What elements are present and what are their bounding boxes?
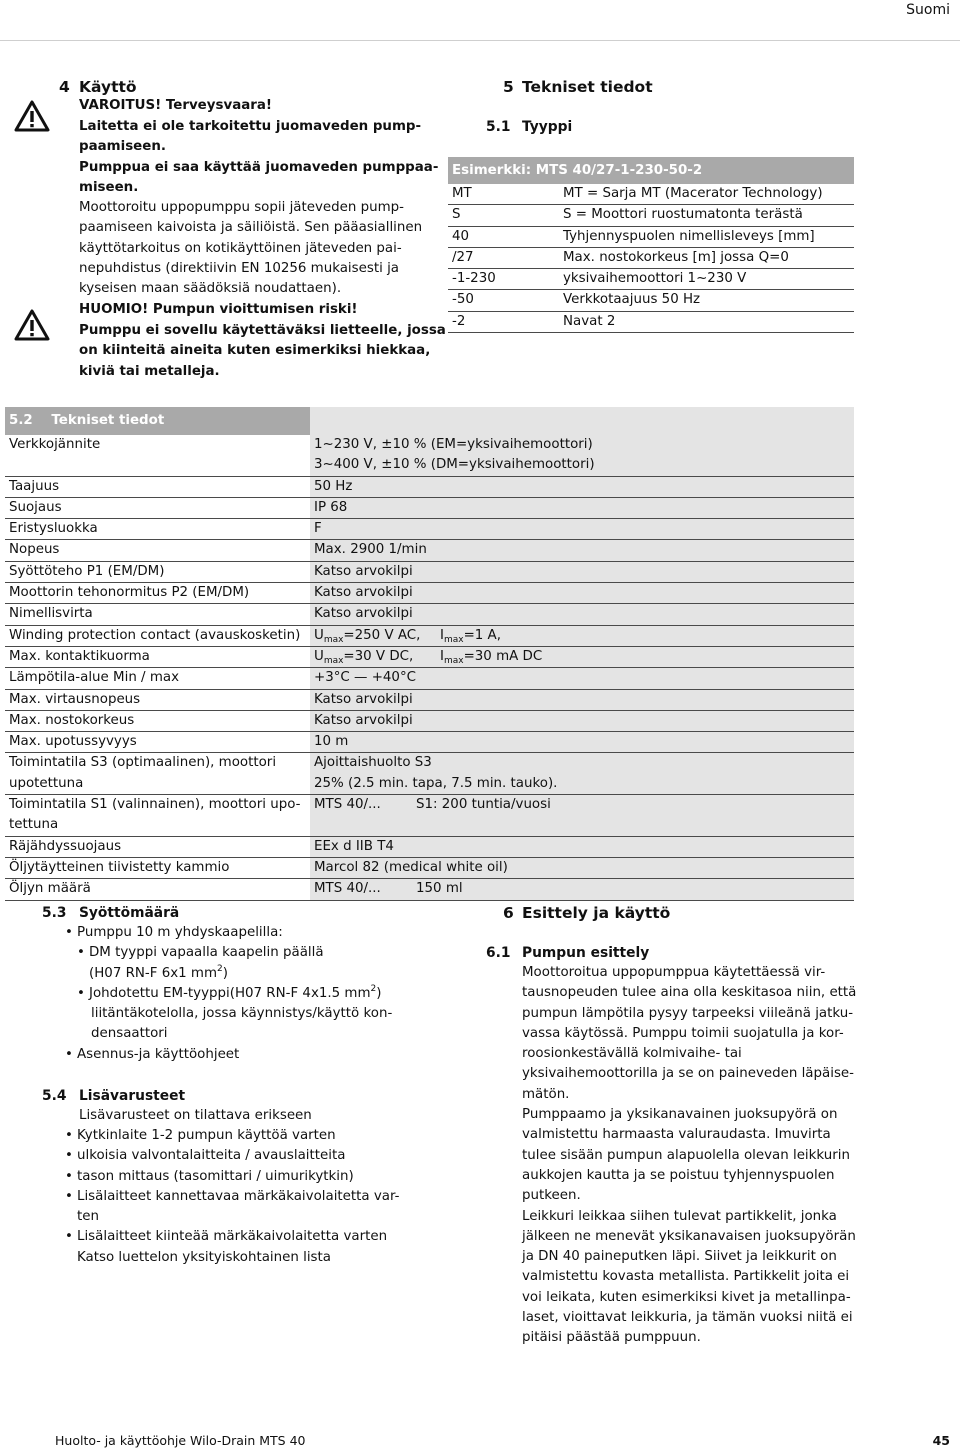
spec-label: Eristysluokka <box>5 519 310 540</box>
table-row <box>5 476 854 497</box>
spec-value: Katso arvokilpi <box>310 689 854 710</box>
spec-value: +3°C — +40°C <box>310 668 854 689</box>
list-item <box>65 1187 399 1207</box>
accessories-intro: Lisävarusteet on tilattava erikseen <box>79 1108 312 1123</box>
body-line: mätön. <box>522 1086 570 1102</box>
spec-label: Suojaus <box>5 497 310 518</box>
subscript-max: max <box>323 634 344 645</box>
type-code: 40 <box>448 226 559 247</box>
type-code: -1-230 <box>448 269 559 290</box>
type-desc: Tyhjennyspuolen nimellisleveys [mm] <box>559 226 854 247</box>
table-row <box>5 795 854 837</box>
language-label: Suomi <box>906 2 950 18</box>
spec-label: Max. kontaktikuorma <box>5 646 310 667</box>
pump-description <box>522 963 856 1349</box>
symbol-u: U <box>314 648 324 664</box>
body-line: valmistettu kovasta metallista. Partikkelit joita ei <box>522 1269 850 1285</box>
body-line: putkeen. <box>522 1188 581 1204</box>
warning-health-label: VAROITUS! Terveysvaara! <box>79 98 273 113</box>
spec-label: Winding protection contact (avauskosketin) <box>5 625 310 646</box>
spec-value: 50 Hz <box>310 476 854 497</box>
spec-label <box>5 795 310 837</box>
header-rule <box>0 40 960 41</box>
table-row <box>5 604 854 625</box>
spec-label: Räjähdyssuojaus <box>5 836 310 857</box>
supply-list <box>65 923 392 1065</box>
warning-line: on kiinteitä aineita kuten esimerkiksi hiekkaa, <box>79 343 431 359</box>
section-5-title: Tekniset tiedot <box>522 78 653 96</box>
list-item-text: Kytkinlaite 1-2 pumpun käyttöä varten <box>77 1128 336 1143</box>
warning-triangle-icon <box>14 309 50 348</box>
bullet-icon: • <box>65 1046 73 1062</box>
spec-value <box>310 435 854 476</box>
spec-value <box>310 795 854 837</box>
voltage-value: =30 V DC, <box>343 648 414 664</box>
body-line: tausnopeuden tulee aina olla keskitasoa niin, että <box>522 985 857 1001</box>
footer-document-title: Huolto- ja käyttöohje Wilo-Drain MTS 40 <box>55 1433 306 1448</box>
type-code: -50 <box>448 290 559 311</box>
spec-value: Katso arvokilpi <box>310 710 854 731</box>
body-line: pitäisi päästää pumppuun. <box>522 1330 701 1346</box>
bullet-icon: • <box>77 945 85 961</box>
spec-value-voltage <box>314 647 440 667</box>
body-line: jälkeen ne menevät yksikanavaisen juoksupyörän <box>522 1228 856 1244</box>
warning-line: miseen. <box>79 179 139 195</box>
table-row <box>448 311 854 332</box>
subscript-max: max <box>443 655 464 666</box>
symbol-i: I <box>440 627 444 643</box>
section-5-1-number: 5.1 <box>486 119 511 135</box>
type-code: /27 <box>448 247 559 268</box>
list-item-continuation: liitäntäkotelolla, jossa käynnistys/käyttö kon- <box>91 1006 393 1022</box>
spec-label: Taajuus <box>5 476 310 497</box>
list-item-continuation <box>65 964 392 984</box>
section-6-title: Esittely ja käyttö <box>522 904 671 922</box>
footer-page-number: 45 <box>932 1433 950 1448</box>
list-item <box>65 984 392 1004</box>
table-row <box>5 857 854 878</box>
symbol-u: U <box>314 627 324 643</box>
table-row <box>5 561 854 582</box>
warning-line: Laitetta ei ole tarkoitettu juomaveden pump- <box>79 119 422 134</box>
spec-label: Max. upotussyvyys <box>5 732 310 753</box>
warning-health-text <box>79 117 438 300</box>
spec-value <box>310 625 854 646</box>
subscript-max: max <box>443 634 464 645</box>
spec-value-model: MTS 40/... <box>314 797 381 813</box>
spec-label: Verkkojännite <box>5 435 310 476</box>
list-item <box>65 1227 399 1247</box>
body-line: Leikkuri leikkaa siihen tulevat partikkelit, jonka <box>522 1208 837 1224</box>
list-item-text: Lisälaitteet kannettavaa märkäkaivolaitetta var- <box>77 1188 400 1204</box>
body-line: kyseisen maan säädöksiä noudattaen). <box>79 281 342 297</box>
body-line: ja DN 40 paineputken läpi. Siivet ja leikkurit on <box>522 1249 837 1265</box>
body-line: nepuhdistus (direktiivin EN 10256 mukaisesti ja <box>79 261 400 277</box>
spec-label-line: Toimintatila S3 (optimaalinen), moottori <box>9 755 277 771</box>
spec-label: Nimellisvirta <box>5 604 310 625</box>
list-item-text: ulkoisia valvontalaitteita / avauslaitteita <box>77 1148 346 1164</box>
warning-damage-text <box>79 321 446 382</box>
spec-value: Katso arvokilpi <box>310 583 854 604</box>
spec-value-line: Ajoittaishuolto S3 <box>314 755 432 771</box>
warning-line: paamiseen. <box>79 139 166 155</box>
spec-value: IP 68 <box>310 497 854 518</box>
table-row <box>5 753 854 795</box>
table-row <box>5 497 854 518</box>
symbol-i: I <box>440 648 444 664</box>
section-6-number: 6 <box>503 904 514 922</box>
list-item-continuation: densaattori <box>91 1026 168 1042</box>
body-line: yksivaihemoottorilla ja se on paineveden läpäise- <box>522 1066 854 1082</box>
section-4-title: Käyttö <box>79 78 137 96</box>
table-row <box>448 205 854 226</box>
table-row <box>448 184 854 205</box>
spec-label: Max. nostokorkeus <box>5 710 310 731</box>
tech-table-header <box>5 407 310 435</box>
section-5-1-title: Tyyppi <box>522 119 573 135</box>
section-5-number: 5 <box>503 78 514 96</box>
spec-value: 10 m <box>310 732 854 753</box>
body-line: paamiseen kaivoista ja säiliöistä. Sen pääasiallinen <box>79 220 423 236</box>
section-5-3-number: 5.3 <box>42 905 67 921</box>
table-row <box>5 519 854 540</box>
body-line: laset, vioittavat leikkuria, ja tämän vuoksi niitä ei <box>522 1310 853 1326</box>
body-line: pumpun lämpötila pysyy tarpeeksi viileänä jatku- <box>522 1005 854 1021</box>
current-value: =30 mA DC <box>463 648 543 664</box>
section-5-4-title: Lisävarusteet <box>79 1088 186 1104</box>
type-table-header: Esimerkki: MTS 40/27-1-230-50-2 <box>448 157 854 184</box>
warning-damage-label: HUOMIO! Pumpun vioittumisen riski! <box>79 302 358 317</box>
table-row <box>448 226 854 247</box>
body-line: roosionkestävällä kolmivaihe- tai <box>522 1046 742 1062</box>
table-row <box>5 732 854 753</box>
list-item-text: Johdotettu EM-tyyppi(H07 RN-F 4x1.5 mm <box>89 985 371 1001</box>
table-row <box>5 836 854 857</box>
spec-value: Katso arvokilpi <box>310 561 854 582</box>
body-line: Pumppaamo ja yksikanavainen juoksupyörä on <box>522 1107 838 1123</box>
warning-line: Pumppu ei sovellu käytettäväksi lietteelle, jossa <box>79 323 446 338</box>
spec-value <box>310 753 854 795</box>
section-6-1-title: Pumpun esittely <box>522 945 650 961</box>
warning-line: Pumppua ei saa käyttää juomaveden pumppaa- <box>79 159 439 175</box>
spec-value-duty: S1: 200 tuntia/vuosi <box>416 797 551 813</box>
body-line: aukkojen kautta ja se poistuu tyhjennyspuolen <box>522 1167 835 1183</box>
bullet-icon: • <box>65 1168 73 1184</box>
spec-label: Lämpötila-alue Min / max <box>5 668 310 689</box>
spec-label: Max. virtausnopeus <box>5 689 310 710</box>
type-desc: MT = Sarja MT (Macerator Technology) <box>559 184 854 205</box>
list-item-text: tason mittaus (tasomittari / uimurikytkin) <box>77 1168 354 1184</box>
spec-label <box>5 753 310 795</box>
spec-value: EEx d IIB T4 <box>310 836 854 857</box>
spec-label-line: upotettuna <box>9 775 84 791</box>
spec-label: Nopeus <box>5 540 310 561</box>
list-item-text: Lisälaitteet kiinteää märkäkaivolaitetta varten <box>77 1229 388 1245</box>
list-item-text: (H07 RN-F 6x1 mm <box>89 965 218 981</box>
table-row <box>5 689 854 710</box>
bullet-icon: • <box>65 1128 73 1143</box>
accessories-list <box>65 1126 399 1268</box>
bullet-icon: • <box>65 925 73 940</box>
list-item <box>65 943 392 963</box>
section-5-2-number: 5.2 <box>9 413 33 428</box>
list-item <box>65 923 392 943</box>
body-line: Moottoroitua uppopumppua käytettäessä vir- <box>522 965 826 980</box>
table-row <box>5 879 854 900</box>
tech-table-header-fill <box>310 407 854 435</box>
spec-value <box>310 646 854 667</box>
spec-label-line: tettuna <box>9 817 59 833</box>
spec-label: Syöttöteho P1 (EM/DM) <box>5 561 310 582</box>
accessories-outro: Katso luettelon yksityiskohtainen lista <box>77 1249 331 1265</box>
current-value: =1 A, <box>463 627 501 643</box>
warning-line: kiviä tai metalleja. <box>79 363 220 379</box>
list-item <box>65 1045 392 1065</box>
spec-value <box>310 879 854 900</box>
body-line: Moottoroitu uppopumppu sopii jäteveden pump- <box>79 200 404 216</box>
list-item <box>65 1126 399 1146</box>
table-row <box>5 646 854 667</box>
body-line: valmistettu harmaasta valuraudasta. Imuvirta <box>522 1127 831 1143</box>
body-line: voi leikata, kuten esimerkiksi kivet ja metallinpa- <box>522 1289 851 1305</box>
warning-triangle-icon <box>14 100 50 139</box>
table-row <box>5 625 854 646</box>
table-row <box>5 540 854 561</box>
superscript: 2 <box>370 983 377 994</box>
bullet-icon: • <box>65 1229 73 1245</box>
spec-label-line: Toimintatila S1 (valinnainen), moottori upo- <box>9 797 301 813</box>
body-line: käyttötarkoitus on kotikäyttöinen jäteveden pai- <box>79 240 402 256</box>
table-row <box>5 668 854 689</box>
list-item-text: ) <box>376 985 382 1001</box>
list-item-text: Pumppu 10 m yhdyskaapelilla: <box>77 925 283 940</box>
spec-value-model: MTS 40/... <box>314 881 381 897</box>
table-row <box>448 290 854 311</box>
spec-value-voltage <box>314 626 440 646</box>
section-6-1-number: 6.1 <box>486 945 511 961</box>
section-5-3-title: Syöttömäärä <box>79 905 180 921</box>
subscript-max: max <box>323 655 344 666</box>
list-item <box>65 1167 399 1187</box>
section-5-2-title: Tekniset tiedot <box>51 413 165 428</box>
type-table <box>448 157 854 333</box>
spec-label: Öljytäytteinen tiivistetty kammio <box>5 857 310 878</box>
spec-value-line: 3~400 V, ±10 % (DM=yksivaihemoottori) <box>314 457 595 473</box>
spec-value: F <box>310 519 854 540</box>
spec-value-line: 1~230 V, ±10 % (EM=yksivaihemoottori) <box>314 437 593 452</box>
voltage-value: =250 V AC, <box>343 627 421 643</box>
spec-value-quantity: 150 ml <box>416 881 463 897</box>
body-line: tulee sisään pumpun alapuolella olevan leikkurin <box>522 1147 850 1163</box>
table-row <box>448 269 854 290</box>
section-4-number: 4 <box>59 78 70 96</box>
type-desc: Max. nostokorkeus [m] jossa Q=0 <box>559 247 854 268</box>
table-row <box>5 435 854 476</box>
section-5-4-number: 5.4 <box>42 1088 67 1104</box>
spec-value: Marcol 82 (medical white oil) <box>310 857 854 878</box>
spec-label: Moottorin tehonormitus P2 (EM/DM) <box>5 583 310 604</box>
type-desc: S = Moottori ruostumatonta terästä <box>559 205 854 226</box>
table-row <box>5 583 854 604</box>
type-desc: yksivaihemoottori 1~230 V <box>559 269 854 290</box>
type-desc: Verkkotaajuus 50 Hz <box>559 290 854 311</box>
spec-label: Öljyn määrä <box>5 879 310 900</box>
table-row <box>5 710 854 731</box>
table-row <box>448 247 854 268</box>
spec-value: Katso arvokilpi <box>310 604 854 625</box>
spec-value-line: 25% (2.5 min. tapa, 7.5 min. tauko). <box>314 775 558 791</box>
bullet-icon: • <box>65 1188 73 1204</box>
type-code: MT <box>448 184 559 205</box>
bullet-icon: • <box>77 985 85 1001</box>
type-code: S <box>448 205 559 226</box>
tech-table <box>5 407 854 901</box>
list-item-text: Asennus-ja käyttöohjeet <box>77 1046 240 1062</box>
type-desc: Navat 2 <box>559 311 854 332</box>
list-item <box>65 1146 399 1166</box>
bullet-icon: • <box>65 1148 73 1164</box>
list-item-text: DM tyyppi vapaalla kaapelin päällä <box>89 945 324 961</box>
page-header-band <box>0 0 960 40</box>
type-code: -2 <box>448 311 559 332</box>
body-line: vassa käytössä. Pumppu toimii suojatulla ja kor- <box>522 1025 844 1041</box>
list-item-text: ) <box>222 965 228 981</box>
spec-value: Max. 2900 1/min <box>310 540 854 561</box>
list-item-continuation: ten <box>77 1209 99 1225</box>
superscript: 2 <box>217 963 223 974</box>
